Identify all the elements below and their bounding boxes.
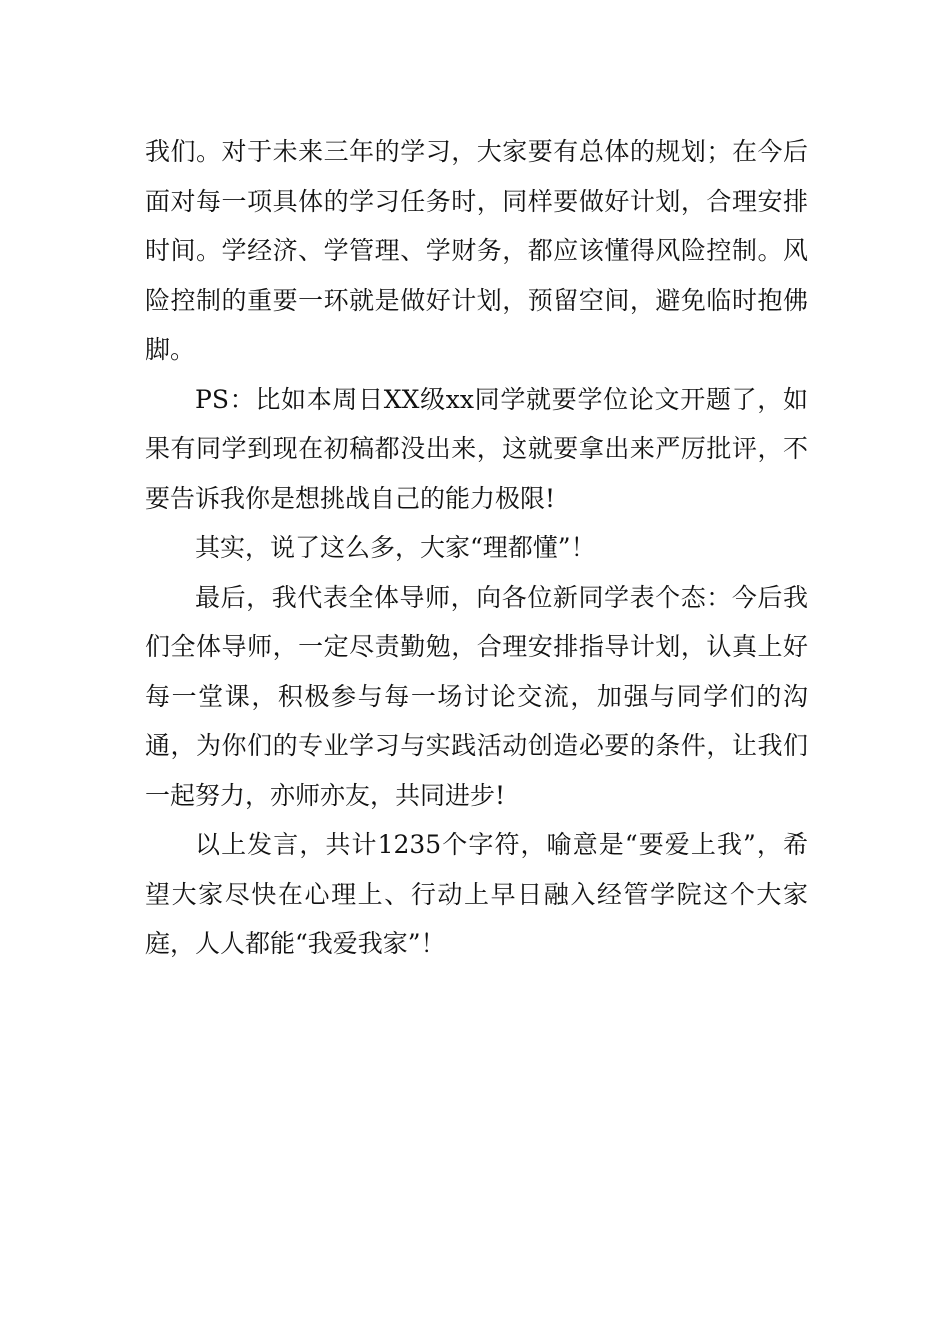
paragraph-ps-note: PS：比如本周日XX级xx同学就要学位论文开题了，如果有同学到现在初稿都没出来，这就要拿出来严厉批评，不要告诉我你是想挑战自己的能力极限! [145,384,808,513]
paragraph-closing: 以上发言，共计1235个字符，喻意是“要爱上我”，希望大家尽快在心理上、行动上早日融入经管学院这个大家庭，人人都能“我爱我家”！ [145,830,808,958]
paragraph-mentor-pledge: 最后，我代表全体导师，向各位新同学表个态：今后我们全体导师，一定尽责勤勉，合理安排指导计划，认真上好每一堂课，积极参与每一场讨论交流，加强与同学们的沟通，为你们的专业学习与实践活动创造必要的条件，让我们一起努力，亦师亦友，共同进步! [145,582,808,810]
paragraph-understanding: 其实，说了这么多，大家“理都懂”！ [195,533,596,562]
paragraph-continuation: 我们。对于未来三年的学习，大家要有总体的规划；在今后面对每一项具体的学习任务时，同样要做好计划，合理安排时间。学经济、学管理、学财务，都应该懂得风险控制。风险控制的重要一环就是做好计划，预留空间，避免临时抱佛脚。 [145,137,808,364]
document-body [145,127,808,969]
